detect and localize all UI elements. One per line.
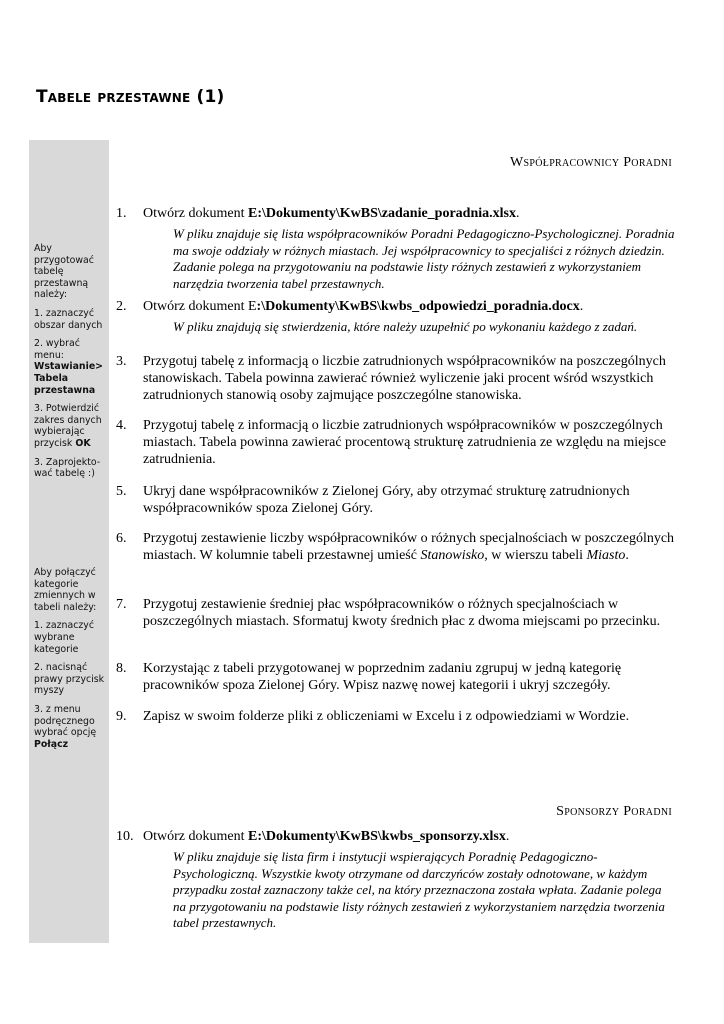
task-note: W pliku znajduje się lista współpracowników Poradni Pedagogiczno-Psychologicznej. Poradnia ma swoje oddziały w różnych miastach. Jej współpracownicy to specjaliści z różnych dziedzin. Zadanie polega na przygotowaniu na podstawie listy różnych zestawień z wykorzystaniem narzędzia tworzenia tabel przestawnych.: [173, 226, 675, 291]
note-intro: Aby przygotować tabelę przestawną należy:: [34, 243, 94, 301]
task-item: 1. Otwórz dokument E:\Dokumenty\KwBS\zadanie_poradnia.xlsx. W pliku znajduje się lista współpracowników Poradni Pedagogiczno-Psychologicznej. Poradnia ma swoje oddziały w różnych miastach. Jej współpracownicy to specjaliści z różnych dziedzin. Zadanie polega na przygotowaniu na podstawie listy różnych zestawień z wykorzystaniem narzędzia tworzenia tabel przestawnych.: [116, 206, 675, 291]
task-item: 10. Otwórz dokument E:\Dokumenty\KwBS\kwbs_sponsorzy.xlsx. W pliku znajduje się lista firm i instytucji wspierających Poradnię Pedagogiczno-Psychologiczną. Wszystkie kwoty otrzymane od darczyńców zostały odnotowane, w każdym przypadku został zaznaczony także cel, na który przeznaczona została wpłata. Zadanie polega na przygotowaniu na podstawie listy różnych zestawień z wykorzystaniem narzędzia tworzenia tabel przestawnych.: [116, 828, 676, 932]
file-path: E:\Dokumenty\KwBS\kwbs_sponsorzy.xlsx: [247, 829, 506, 844]
note-step: 3. z menu podręcznego wybrać opcję Połącz: [34, 703, 97, 750]
page-title: Tabele przestawne (1): [36, 87, 225, 107]
task-item: 4. Przygotuj tabelę z informacją o liczbie zatrudnionych współpracowników w poszczególnych miastach. Tabela powinna zawierać procentową strukturę zatrudnienia ze względu na miejsce zatrudnienia.: [116, 418, 667, 467]
note-step: 1. zaznaczyć wybrane kategorie: [34, 620, 94, 655]
file-path: E:\Dokumenty\KwBS\zadanie_poradnia.xlsx: [247, 206, 516, 221]
task-item: 6. Przygotuj zestawienie liczby współpracowników o różnych specjalnościach w poszczególnych miastach. W kolumnie tabeli przestawnej umieść Stanowisko, w wierszu tabeli Miasto.: [116, 531, 675, 563]
file-path: :\Dokumenty\KwBS\kwbs_odpowiedzi_poradnia.docx: [256, 299, 580, 314]
note-step: 3. Zaprojekto-wać tabelę :): [34, 456, 101, 480]
task-item: 2. Otwórz dokument E:\Dokumenty\KwBS\kwbs_odpowiedzi_poradnia.docx. W pliku znajdują się stwierdzenia, które należy uzupełnić po wykonaniu każdego z zadań.: [116, 298, 676, 336]
section-heading-coworkers: Współpracownicy Poradni: [510, 155, 672, 170]
task-item: 8. Korzystając z tabeli przygotowanej w poprzednim zadaniu zgrupuj w jedną kategorię pracowników spoza Zielonej Góry. Wpisz nazwę nowej kategorii i ukryj szczegóły.: [116, 661, 622, 693]
task-item: 3. Przygotuj tabelę z informacją o liczbie zatrudnionych współpracowników na poszczególnych stanowiskach. Tabela powinna zawierać również wyliczenie jaki procent wśród wszystkich zatrudnionych stanowią osoby zajmujące poszczególne stanowiska.: [116, 354, 666, 403]
section-heading-sponsors: Sponsorzy Poradni: [556, 804, 672, 819]
note-step: 2. nacisnąć prawy przycisk myszy: [34, 662, 105, 697]
task-note: W pliku znajdują się stwierdzenia, które należy uzupełnić po wykonaniu każdego z zadań.: [173, 319, 638, 334]
sidebar-note-pivot: [34, 243, 106, 487]
sidebar-note-group: [34, 567, 106, 757]
task-item: 7. Przygotuj zestawienie średniej płac współpracowników o różnych specjalnościach w poszczególnych miastach. Sformatuj kwoty średnich płac z dwoma miejscami po przecinku.: [116, 597, 661, 629]
note-step: 3. Potwierdzić zakres danych wybierając przycisk OK: [34, 403, 102, 449]
task-item: 9. Zapisz w swoim folderze pliki z obliczeniami w Excelu i z odpowiedziami w Wordzie.: [116, 709, 630, 724]
task-item: 5. Ukryj dane współpracowników z Zielonej Góry, aby otrzymać strukturę zatrudnionych współpracowników spoza Zielonej Góry.: [116, 484, 630, 516]
note-intro: Aby połączyć kategorie zmiennych w tabeli należy:: [34, 567, 97, 613]
task-note: W pliku znajduje się lista firm i instytucji wspierających Poradnię Pedagogiczno-Psychologiczną. Wszystkie kwoty otrzymane od darczyńców zostały odnotowane, w każdym przypadku został zaznaczony także cel, na który przeznaczona została wpłata. Zadanie polega na przygotowaniu na podstawie listy różnych zestawień z wykorzystaniem narzędzia tworzenia tabel przestawnych.: [173, 849, 665, 930]
note-step: 2. wybrać menu: Wstawianie> Tabela przestawna: [34, 338, 104, 396]
note-step: 1. zaznaczyć obszar danych: [34, 307, 103, 331]
